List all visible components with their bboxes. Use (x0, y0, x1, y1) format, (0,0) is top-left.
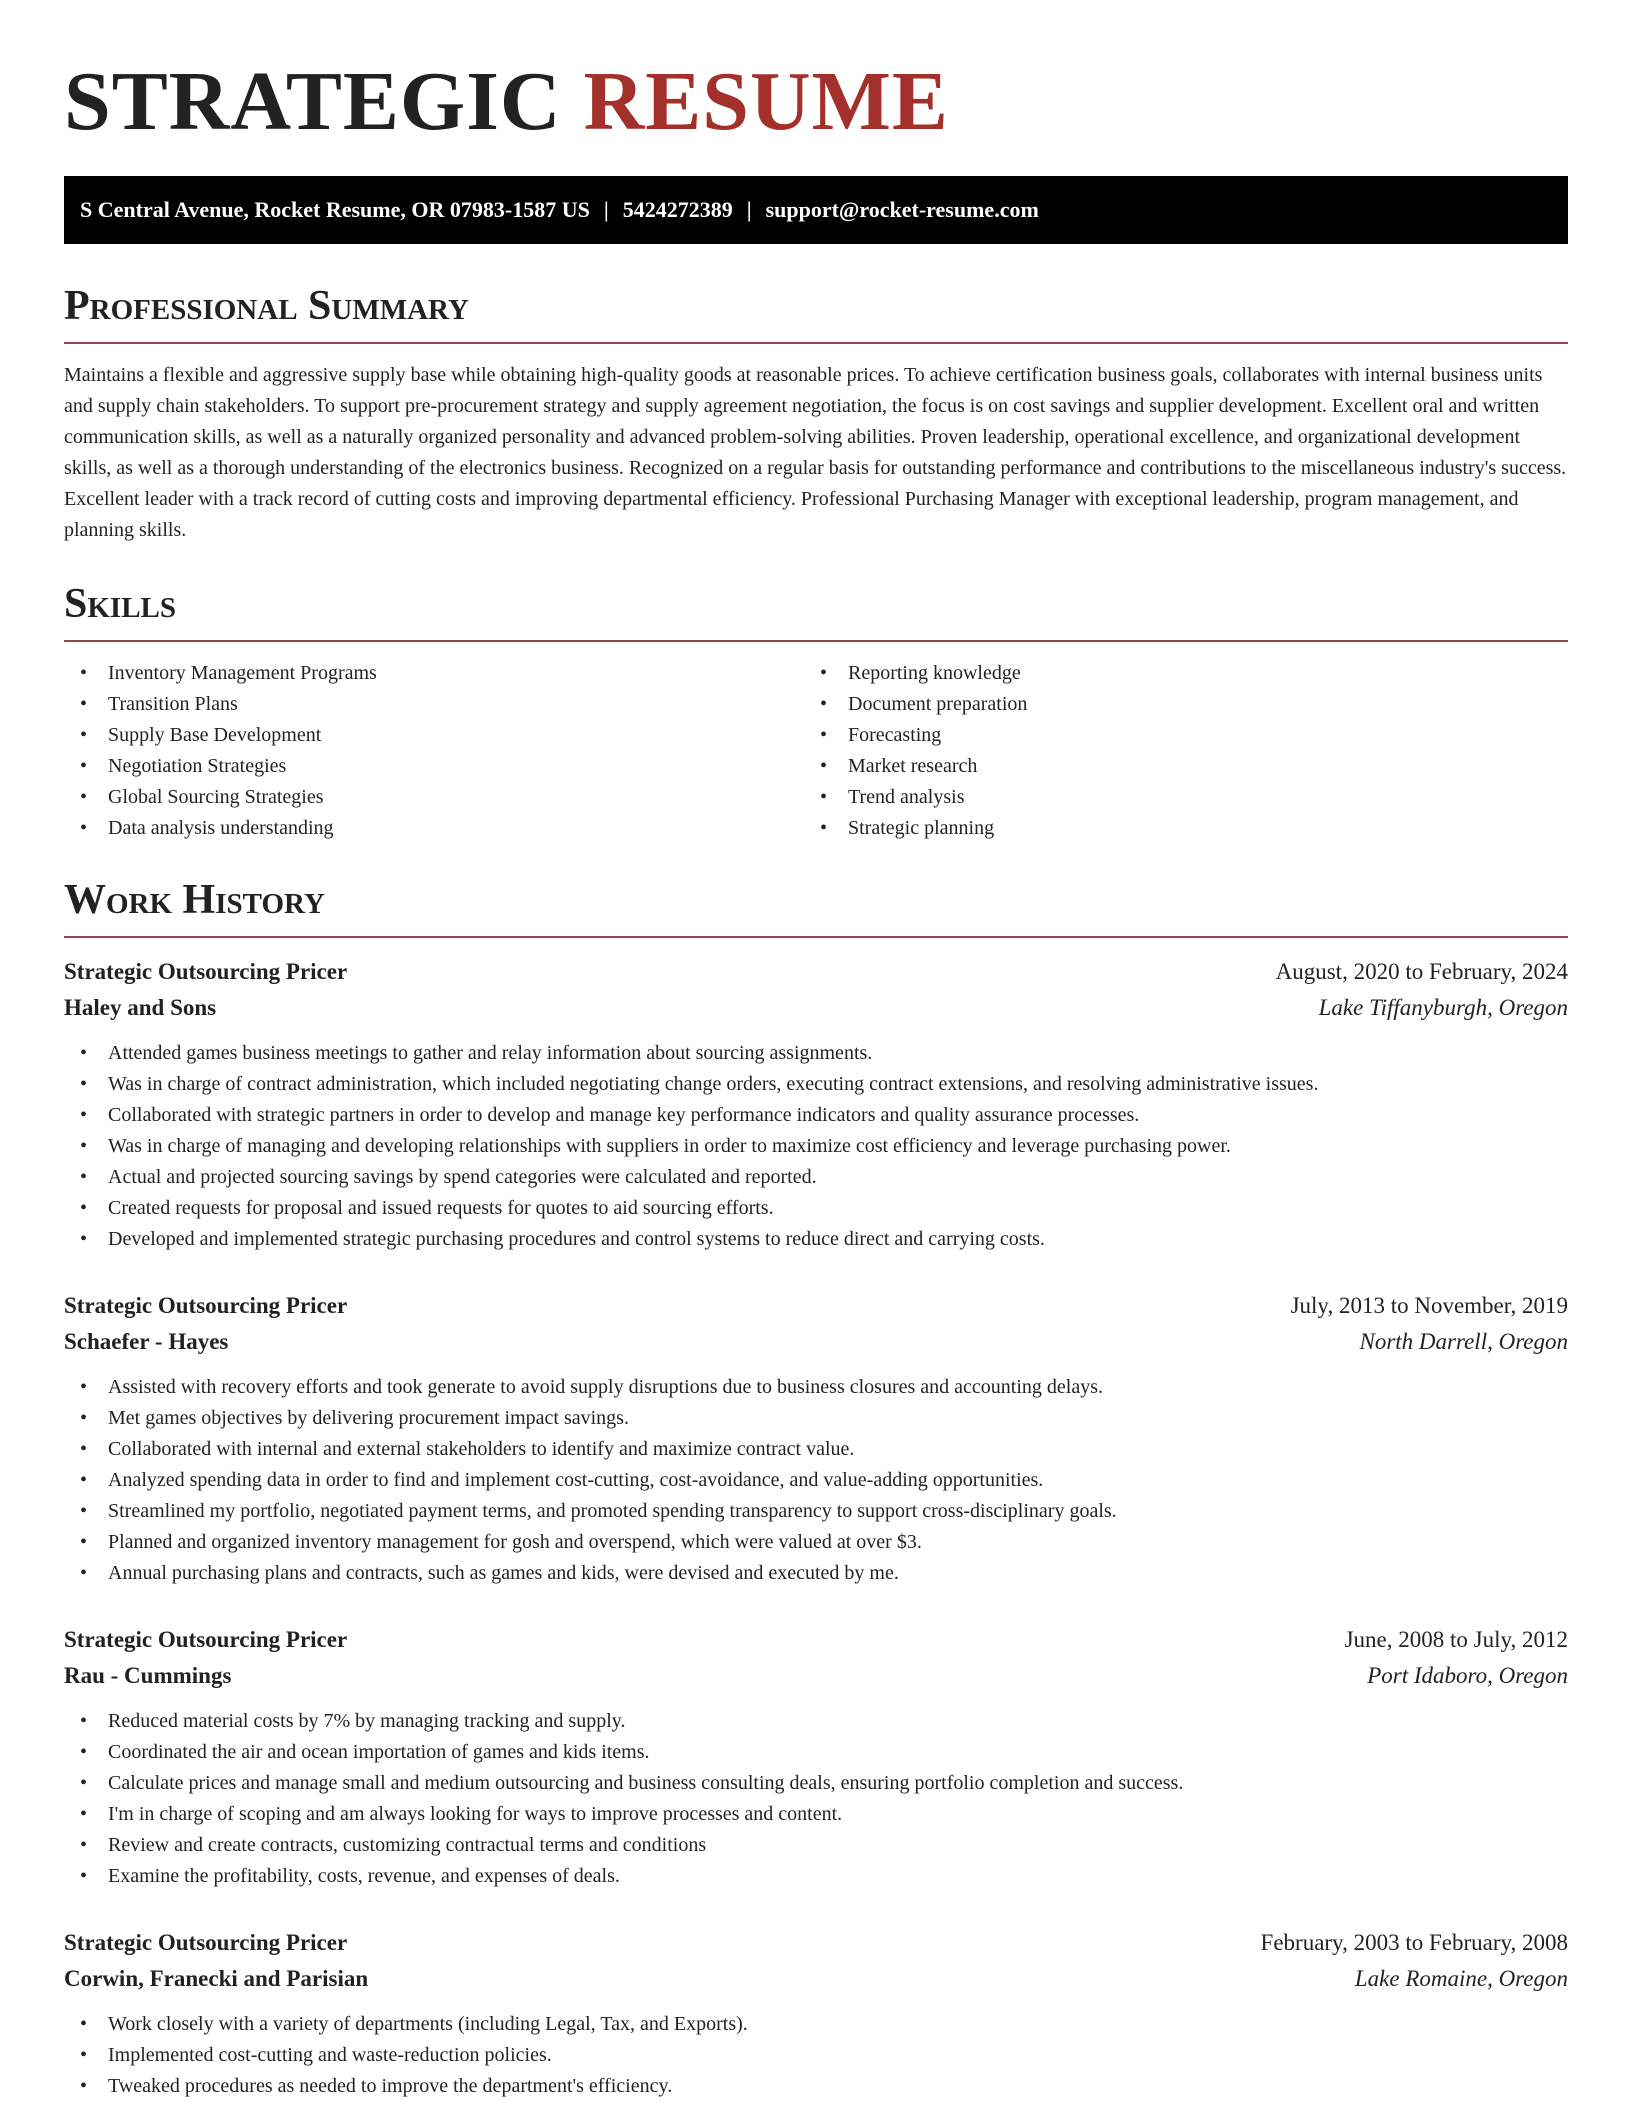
job-title: Strategic Outsourcing Pricer (64, 1293, 348, 1318)
contact-address: S Central Avenue, Rocket Resume, OR 07983-1587 US (80, 197, 590, 222)
skill-item: • Inventory Management Programs (64, 658, 804, 689)
job-bullet: • Streamlined my portfolio, negotiated payment terms, and promoted spending transparency to support cross-disciplinary goals. (64, 1496, 1568, 1527)
section-divider (64, 936, 1568, 938)
resume-title (64, 52, 1568, 152)
job-title: Strategic Outsourcing Pricer (64, 1930, 348, 1955)
job-location: North Darrell, Oregon (1359, 1329, 1568, 1354)
job-company-row (64, 990, 1568, 1026)
job-bullet: • Collaborated with strategic partners in order to develop and manage key performance indicators and quality assurance processes. (64, 1100, 1568, 1131)
job-entry (64, 1622, 1568, 1892)
skill-item: • Market research (804, 751, 1544, 782)
job-bullet: • Calculate prices and manage small and medium outsourcing and business consulting deals, ensuring portfolio completion and success. (64, 1768, 1568, 1799)
skill-item: • Reporting knowledge (804, 658, 1544, 689)
job-bullets (64, 1372, 1568, 1589)
skills-columns (64, 658, 1568, 844)
job-bullet: • Created requests for proposal and issued requests for quotes to aid sourcing efforts. (64, 1193, 1568, 1224)
job-entry (64, 954, 1568, 1255)
job-bullet: • I'm in charge of scoping and am always looking for ways to improve processes and content. (64, 1799, 1568, 1830)
job-bullets (64, 1706, 1568, 1892)
job-bullet: • Examine the profitability, costs, revenue, and expenses of deals. (64, 1861, 1568, 1892)
skill-item: • Negotiation Strategies (64, 751, 804, 782)
skills-heading: Skills (64, 581, 177, 627)
job-company: Schaefer - Hayes (64, 1329, 229, 1354)
work-history-heading: Work History (64, 877, 325, 923)
skills-list-left (64, 658, 804, 844)
contact-bar (64, 176, 1568, 244)
job-company: Rau - Cummings (64, 1663, 232, 1688)
contact-email: support@rocket-resume.com (765, 197, 1039, 222)
job-bullet: • Analyzed spending data in order to find and implement cost-cutting, cost-avoidance, and value-adding opportunities. (64, 1465, 1568, 1496)
job-bullet: • Tweaked procedures as needed to improve the department's efficiency. (64, 2071, 1568, 2102)
skill-item: • Forecasting (804, 720, 1544, 751)
job-location: Lake Tiffanyburgh, Oregon (1318, 995, 1568, 1020)
job-location: Port Idaboro, Oregon (1367, 1663, 1568, 1688)
job-header-row (64, 1622, 1568, 1658)
job-bullet: • Attended games business meetings to gather and relay information about sourcing assignments. (64, 1038, 1568, 1069)
job-company-row (64, 1324, 1568, 1360)
skills-section (64, 578, 1568, 844)
job-dates: July, 2013 to November, 2019 (1290, 1293, 1568, 1318)
job-entry (64, 1925, 1568, 2102)
job-header-row (64, 1288, 1568, 1324)
summary-text: Maintains a flexible and aggressive supply base while obtaining high-quality goods at reasonable prices. To achieve certification business goals, collaborates with internal business units and supply chain stakeholders. To support pre-procurement strategy and supply agreement negotiation, the focus is on cost savings and supplier development. Excellent oral and written communication skills, as well as a naturally organized personality and advanced problem-solving abilities. Proven leadership, operational excellence, and organizational development skills, as well as a thorough understanding of the electronics business. Recognized on a regular basis for outstanding performance and contributions to the miscellaneous industry's success. Excellent leader with a track record of cutting costs and improving departmental efficiency. Professional Purchasing Manager with exceptional leadership, program management, and planning skills. (64, 364, 1567, 541)
summary-section (64, 280, 1568, 546)
title-main: STRATEGIC (64, 55, 562, 148)
job-bullet: • Collaborated with internal and external stakeholders to identify and maximize contract value. (64, 1434, 1568, 1465)
job-bullet: • Was in charge of contract administration, which included negotiating change orders, executing contract extensions, and resolving administrative issues. (64, 1069, 1568, 1100)
skills-list-right (804, 658, 1544, 844)
job-company: Corwin, Franecki and Parisian (64, 1966, 369, 1991)
job-bullet: • Review and create contracts, customizing contractual terms and conditions (64, 1830, 1568, 1861)
job-dates: February, 2003 to February, 2008 (1260, 1930, 1568, 1955)
job-bullet: • Work closely with a variety of departments (including Legal, Tax, and Exports). (64, 2009, 1568, 2040)
skill-item: • Document preparation (804, 689, 1544, 720)
job-bullet: • Developed and implemented strategic purchasing procedures and control systems to reduce direct and carrying costs. (64, 1224, 1568, 1255)
job-bullet: • Assisted with recovery efforts and took generate to avoid supply disruptions due to business closures and accounting delays. (64, 1372, 1568, 1403)
skill-item: • Strategic planning (804, 813, 1544, 844)
work-history-section (64, 874, 1568, 2102)
job-bullets (64, 2009, 1568, 2102)
job-title: Strategic Outsourcing Pricer (64, 1627, 348, 1652)
job-company-row (64, 1961, 1568, 1997)
contact-separator: | (746, 197, 752, 222)
job-header-row (64, 954, 1568, 990)
job-bullets (64, 1038, 1568, 1255)
title-accent: RESUME (583, 55, 949, 148)
job-bullet: • Annual purchasing plans and contracts, such as games and kids, were devised and executed by me. (64, 1558, 1568, 1589)
job-bullet: • Implemented cost-cutting and waste-reduction policies. (64, 2040, 1568, 2071)
skill-item: • Data analysis understanding (64, 813, 804, 844)
skill-item: • Transition Plans (64, 689, 804, 720)
job-dates: August, 2020 to February, 2024 (1275, 959, 1568, 984)
section-divider (64, 342, 1568, 344)
summary-heading: Professional Summary (64, 283, 469, 329)
job-dates: June, 2008 to July, 2012 (1344, 1627, 1568, 1652)
skill-item: • Supply Base Development (64, 720, 804, 751)
job-bullet: • Was in charge of managing and developing relationships with suppliers in order to maximize cost efficiency and leverage purchasing power. (64, 1131, 1568, 1162)
job-company-row (64, 1658, 1568, 1694)
job-entry (64, 1288, 1568, 1589)
job-bullet: • Met games objectives by delivering procurement impact savings. (64, 1403, 1568, 1434)
job-bullet: • Planned and organized inventory management for gosh and overspend, which were valued at over $3. (64, 1527, 1568, 1558)
job-company: Haley and Sons (64, 995, 217, 1020)
job-header-row (64, 1925, 1568, 1961)
contact-phone: 5424272389 (622, 197, 733, 222)
skill-item: • Global Sourcing Strategies (64, 782, 804, 813)
section-divider (64, 640, 1568, 642)
skill-item: • Trend analysis (804, 782, 1544, 813)
contact-separator: | (603, 197, 609, 222)
job-location: Lake Romaine, Oregon (1354, 1966, 1568, 1991)
job-bullet: • Actual and projected sourcing savings by spend categories were calculated and reported. (64, 1162, 1568, 1193)
job-title: Strategic Outsourcing Pricer (64, 959, 348, 984)
job-bullet: • Coordinated the air and ocean importation of games and kids items. (64, 1737, 1568, 1768)
job-bullet: • Reduced material costs by 7% by managing tracking and supply. (64, 1706, 1568, 1737)
